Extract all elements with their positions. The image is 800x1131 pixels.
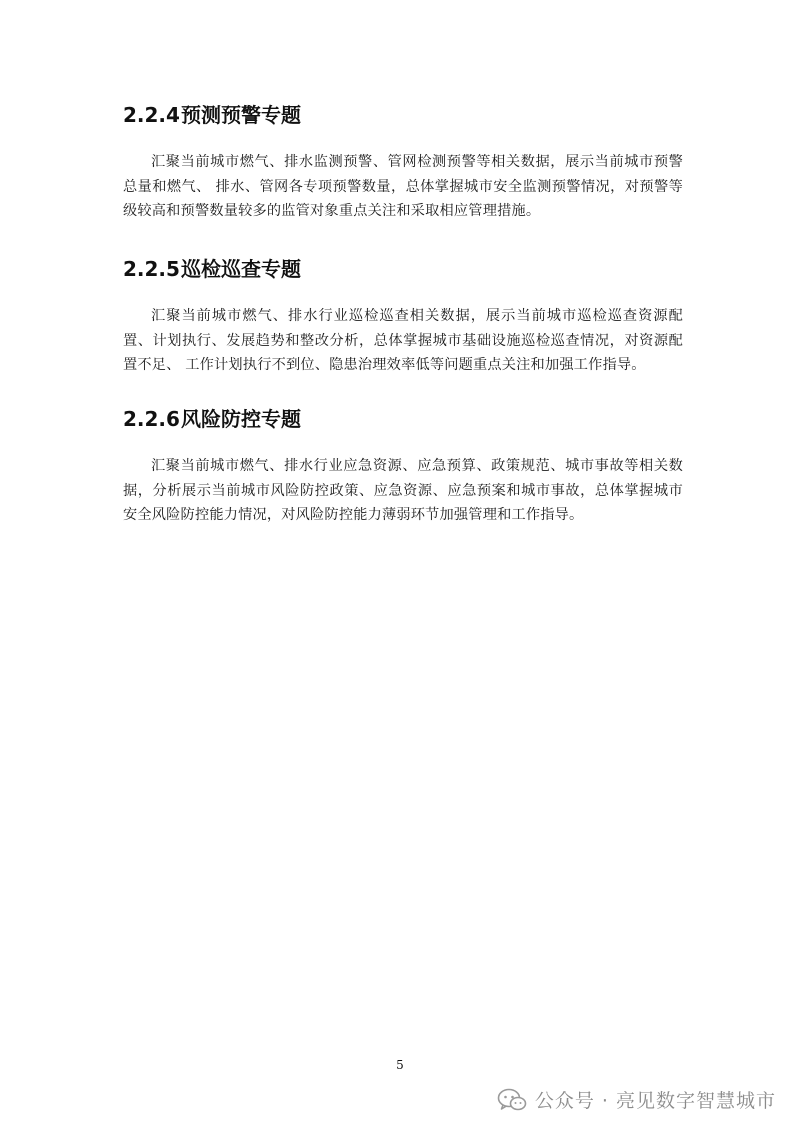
- section-title: 巡检巡查专题: [181, 257, 301, 281]
- section-2-2-6: [123, 406, 683, 528]
- section-number: 2.2.6: [123, 407, 180, 431]
- section-number: 2.2.5: [123, 257, 180, 281]
- page-number: 5: [396, 1058, 404, 1072]
- section-paragraph: 汇聚当前城市燃气、排水行业应急资源、应急预算、政策规范、城市事故等相关数据，分析展示当前城市风险防控政策、应急资源、应急预案和城市事故，总体掌握城市安全风险防控能力情况，对风险防控能力薄弱环节加强管理和工作指导。: [123, 458, 683, 523]
- section-title: 风险防控专题: [181, 407, 301, 431]
- section-title: 预测预警专题: [181, 103, 301, 127]
- section-paragraph: 汇聚当前城市燃气、排水监测预警、管网检测预警等相关数据，展示当前城市预警总量和燃气、 排水、管网各专项预警数量，总体掌握城市安全监测预警情况，对预警等级较高和预警数量较多的监管对象重点关注和采取相应管理措施。: [123, 154, 683, 219]
- section-number: 2.2.4: [123, 103, 180, 127]
- section-2-2-5: [123, 256, 683, 378]
- section-heading: [123, 406, 683, 432]
- watermark: [497, 1086, 776, 1113]
- section-paragraph: 汇聚当前城市燃气、排水行业巡检巡查相关数据，展示当前城市巡检巡查资源配置、计划执行、发展趋势和整改分析，总体掌握城市基础设施巡检巡查情况，对资源配置不足、 工作计划执行不到位、隐患治理效率低等问题重点关注和加强工作指导。: [123, 308, 683, 373]
- section-2-2-4: [123, 102, 683, 224]
- section-heading: [123, 256, 683, 282]
- section-heading: [123, 102, 683, 128]
- wechat-icon: [497, 1087, 527, 1113]
- watermark-text: 公众号 · 亮见数字智慧城市: [534, 1090, 776, 1112]
